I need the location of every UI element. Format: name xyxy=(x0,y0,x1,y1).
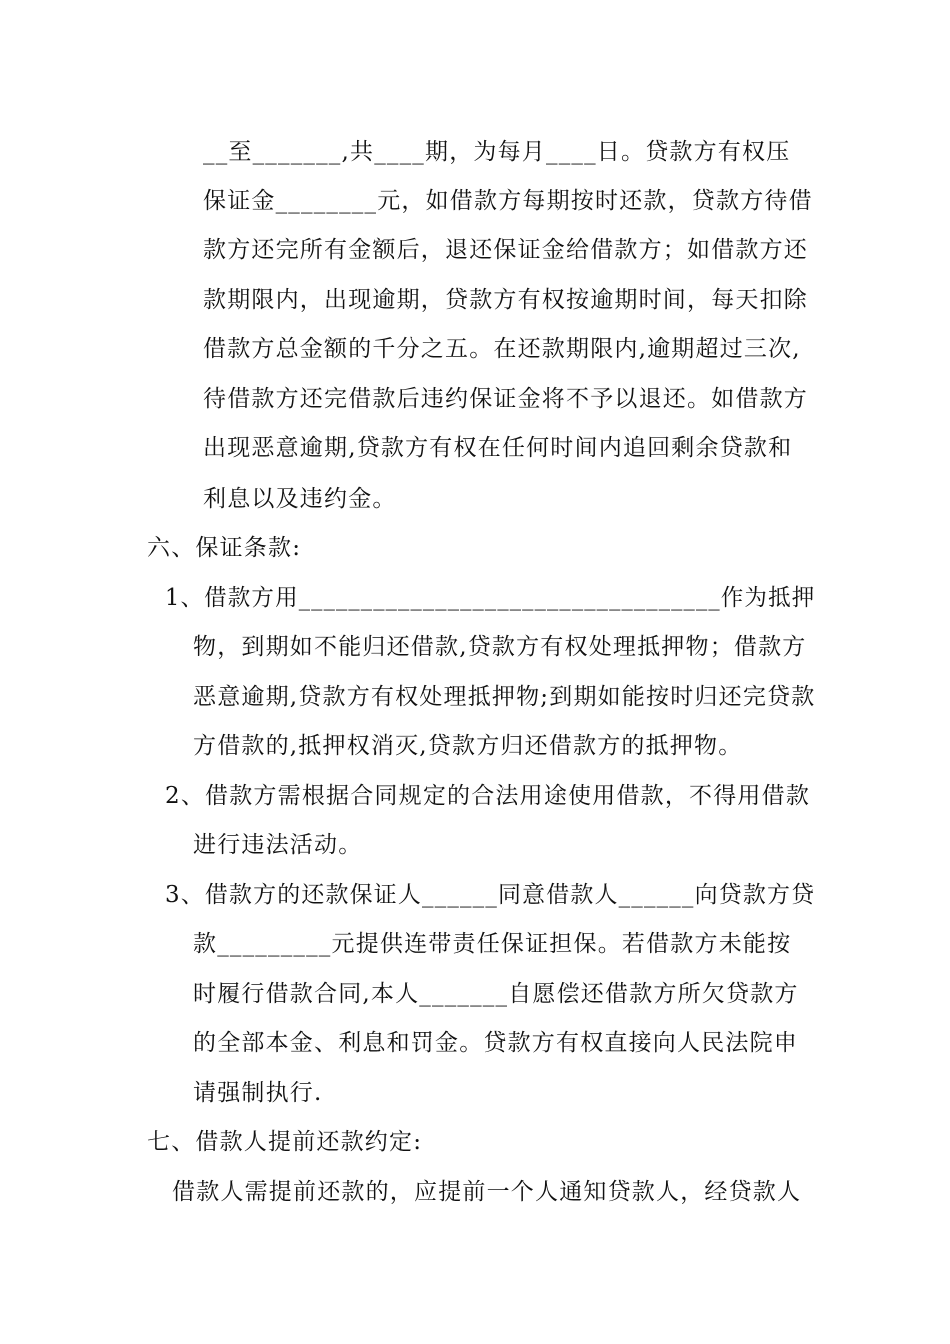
text-line: 物，到期如不能归还借款,贷款方有权处理抵押物；借款方 xyxy=(193,634,807,660)
clause-2-line: 2、借款方需根据合同规定的合法用途使用借款，不得用借款 xyxy=(165,783,811,809)
text-line: 出现恶意逾期,贷款方有权在任何时间内追回剩余贷款和 xyxy=(203,435,793,461)
text-line: 借款人需提前还款的，应提前一个人通知贷款人，经贷款人 xyxy=(172,1179,802,1205)
text-line: 保证金________元，如借款方每期按时还款，贷款方待借 xyxy=(203,188,813,214)
text-line: 款方还完所有金额后，退还保证金给借款方；如借款方还 xyxy=(203,237,808,263)
text-line: 款期限内，出现逾期，贷款方有权按逾期时间，每天扣除 xyxy=(203,287,808,313)
text-line: 方借款的,抵押权消灭,贷款方归还借款方的抵押物。 xyxy=(193,733,743,759)
section-heading-prepayment: 七、借款人提前还款约定: xyxy=(147,1129,423,1155)
text-line: 借款方总金额的千分之五。在还款期限内,逾期超过三次, xyxy=(203,336,801,362)
text-line: 待借款方还完借款后违约保证金将不予以退还。如借款方 xyxy=(203,386,808,412)
text-line: 恶意逾期,贷款方有权处理抵押物;到期如能按时归还完贷款 xyxy=(193,684,816,710)
clause-3-line: 3、借款方的还款保证人______同意借款人______向贷款方贷 xyxy=(165,882,816,908)
text-line: __至_______,共____期，为每月____日。贷款方有权压 xyxy=(203,139,791,165)
section-heading-guarantee: 六、保证条款: xyxy=(147,535,302,561)
text-line: 进行违法活动。 xyxy=(193,832,363,858)
text-line: 利息以及违约金。 xyxy=(203,486,397,512)
clause-1-line: 1、借款方用__________________________________作为抵押 xyxy=(165,585,816,611)
text-line: 的全部本金、利息和罚金。贷款方有权直接向人民法院申 xyxy=(193,1030,798,1056)
text-line: 请强制执行. xyxy=(193,1080,323,1106)
text-line: 款_________元提供连带责任保证担保。若借款方未能按 xyxy=(193,931,792,957)
text-line: 时履行借款合同,本人_______自愿偿还借款方所欠贷款方 xyxy=(193,981,799,1007)
